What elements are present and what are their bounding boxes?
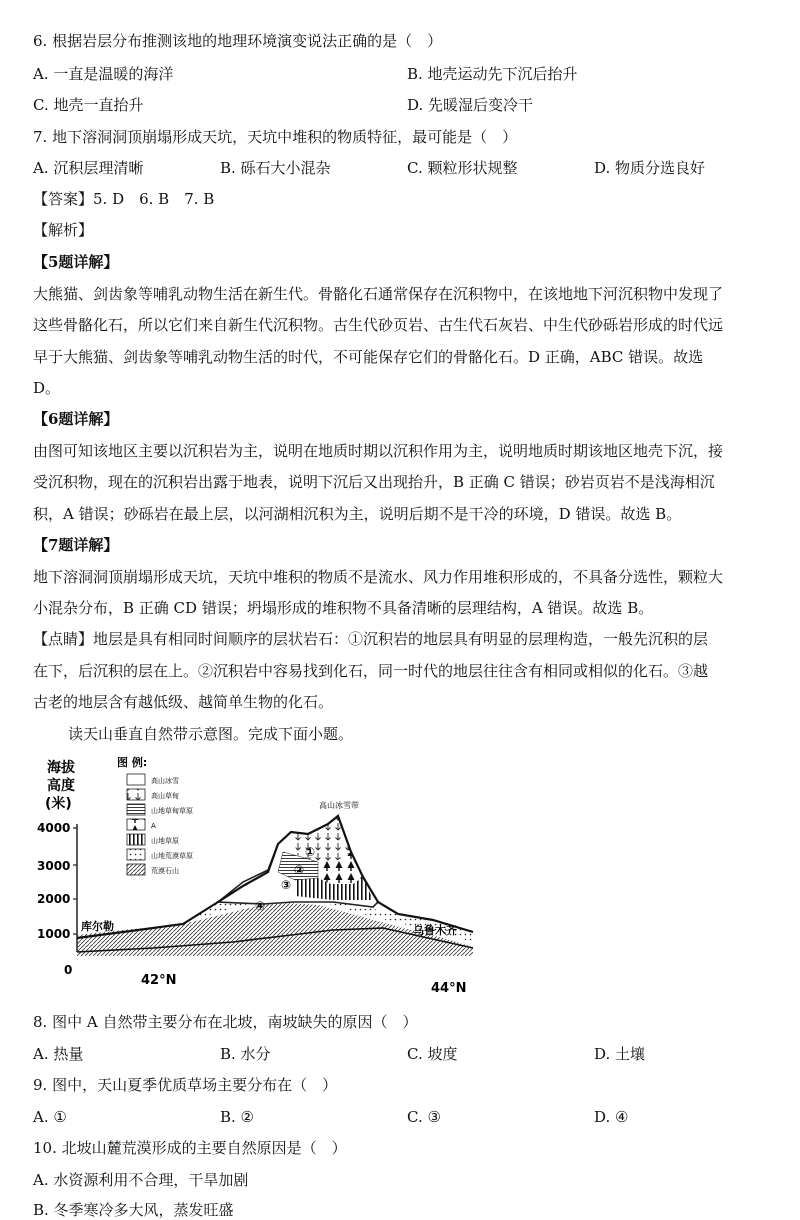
q7-option-b: B. 砾石大小混杂 — [220, 159, 331, 177]
q10-stem: 10. 北坡山麓荒漠形成的主要自然原因是（ ） — [33, 1139, 347, 1157]
legend-title: 图 例: — [117, 756, 148, 769]
y-tick-0: 0 — [64, 963, 73, 977]
q8-option-b: B. 水分 — [220, 1045, 271, 1063]
q7-option-c: C. 颗粒形状规整 — [407, 159, 518, 177]
y-tick-2000: 2000 — [37, 892, 71, 906]
q5-detail-line-2: 这些骨骼化石，所以它们来自新生代沉积物。古生代砂页岩、古生代石灰岩、中生代砂砾岩形成的时代远 — [33, 316, 724, 334]
answer-line: 【答案】5. D 6. B 7. B — [33, 190, 215, 208]
x-tick-44n: 44°N — [431, 981, 467, 996]
legend-label-desert-steppe: 山地荒漠草原 — [151, 852, 193, 860]
q5-detail-line-3: 早于大熊猫、剑齿象等哺乳动物生活的时代，不可能保存它们的骨骼化石。D 正确，ABC 错误。故选 — [33, 348, 704, 366]
legend-label-snow: 高山冰雪 — [151, 777, 179, 785]
y-tick-3000: 3000 — [37, 859, 71, 873]
q6-option-a: A. 一直是温暖的海洋 — [33, 65, 174, 83]
q9-option-d: D. ④ — [594, 1108, 629, 1126]
alpine-meadow-zone — [291, 816, 351, 862]
q5-detail-line-4: D。 — [33, 379, 61, 397]
q9-option-b: B. ② — [220, 1108, 255, 1126]
place-korla: 库尔勒 — [81, 920, 114, 933]
tip-line-3: 古老的地层含有越低级、越简单生物的化石。 — [33, 693, 334, 711]
q6-option-c: C. 地壳一直抬升 — [33, 96, 144, 114]
place-urumqi: 乌鲁木齐 — [413, 924, 457, 937]
q6-detail-line-2: 受沉积物，现在的沉积岩出露于地表，说明下沉后又出现抬升，B 正确 C 错误；砂岩页岩不是浅海相沉 — [33, 473, 715, 491]
legend-label-desert-rock: 荒漠石山 — [151, 867, 179, 875]
q5-detail-heading: 【5题详解】 — [33, 253, 119, 271]
x-tick-42n: 42°N — [141, 973, 177, 988]
tip-line-1: 【点睛】地层是具有相同时间顺序的层状岩石：①沉积岩的地层具有明显的层理构造，一般先沉积的层 — [33, 630, 709, 648]
figure-intro: 读天山垂直自然带示意图。完成下面小题。 — [68, 725, 354, 743]
q10-option-b: B. 冬季寒冷多大风，蒸发旺盛 — [33, 1201, 234, 1219]
y-title-line-1: 海拔 — [47, 760, 75, 776]
legend-swatch-desert-steppe — [127, 849, 145, 860]
legend-swatch-snow — [127, 774, 145, 785]
legend-swatch-meadow-steppe — [127, 804, 145, 815]
q8-stem: 8. 图中 A 自然带主要分布在北坡，南坡缺失的原因（ ） — [33, 1013, 418, 1031]
q5-detail-line-1: 大熊猫、剑齿象等哺乳动物生活在新生代。骨骼化石通常保存在沉积物中，在该地地下河沉积物中发现了 — [33, 285, 724, 303]
tip-line-2: 在下，后沉积的层在上。②沉积岩中容易找到化石，同一时代的地层往往含有相同或相似的化石。③越 — [33, 662, 709, 680]
legend-label-alpine-meadow: 高山草甸 — [151, 792, 179, 800]
peak-label: 高山冰雪带 — [319, 801, 359, 810]
y-title-line-2: 高度 — [47, 778, 75, 794]
q8-option-a: A. 热量 — [33, 1045, 84, 1063]
zone-mark-3: ③ — [281, 878, 292, 892]
legend-swatch-desert-rock — [127, 864, 145, 875]
q7-detail-heading: 【7题详解】 — [33, 536, 119, 554]
q6-stem: 6. 根据岩层分布推测该地的地理环境演变说法正确的是（ ） — [33, 32, 443, 50]
q6-detail-line-3: 积，A 错误；砂砾岩在最上层，以河湖相沉积为主，说明后期不是干冷的环境，D 错误。故选 B。 — [33, 505, 682, 523]
analysis-label: 【解析】 — [33, 221, 94, 239]
q6-detail-line-1: 由图可知该地区主要以沉积岩为主，说明在地质时期以沉积作用为主，说明地质时期该地区地壳下沉，接 — [33, 442, 724, 460]
legend-label-steppe: 山地草原 — [151, 837, 179, 845]
q7-detail-line-1: 地下溶洞洞顶崩塌形成天坑，天坑中堆积的物质不是流水、风力作用堆积形成的，不具备分选性，颗粒大 — [33, 568, 724, 586]
legend-swatch-a — [127, 819, 145, 830]
q7-detail-line-2: 小混杂分布，B 正确 CD 错误；坍塌形成的堆积物不具备清晰的层理结构，A 错误。故选 B。 — [33, 599, 654, 617]
zone-mark-4: ④ — [255, 899, 266, 913]
zone-mark-2: ② — [294, 863, 305, 877]
legend-swatch-alpine-meadow — [127, 789, 145, 800]
q7-stem: 7. 地下溶洞洞顶崩塌形成天坑，天坑中堆积的物质特征，最可能是（ ） — [33, 128, 518, 146]
q6-option-d: D. 先暖湿后变冷干 — [407, 96, 534, 114]
q9-option-a: A. ① — [33, 1108, 67, 1126]
q6-option-b: B. 地壳运动先下沉后抬升 — [407, 65, 578, 83]
q7-option-a: A. 沉积层理清晰 — [33, 159, 144, 177]
legend-label-a: A — [151, 822, 156, 830]
q6-detail-heading: 【6题详解】 — [33, 410, 119, 428]
zone-mark-1: ① — [305, 845, 316, 859]
y-tick-1000: 1000 — [37, 927, 71, 941]
q10-option-a: A. 水资源利用不合理，干旱加剧 — [33, 1171, 249, 1189]
legend-label-meadow-steppe: 山地草甸草原 — [151, 807, 193, 815]
q8-option-d: D. 土壤 — [594, 1045, 646, 1063]
q8-option-c: C. 坡度 — [407, 1045, 458, 1063]
y-title-line-3: (米) — [45, 796, 72, 812]
tianshan-vertical-zone-figure — [33, 752, 478, 1002]
y-tick-4000: 4000 — [37, 821, 71, 835]
q9-stem: 9. 图中，天山夏季优质草场主要分布在（ ） — [33, 1076, 338, 1094]
q7-option-d: D. 物质分选良好 — [594, 159, 706, 177]
q9-option-c: C. ③ — [407, 1108, 441, 1126]
legend-swatch-steppe — [127, 834, 145, 845]
